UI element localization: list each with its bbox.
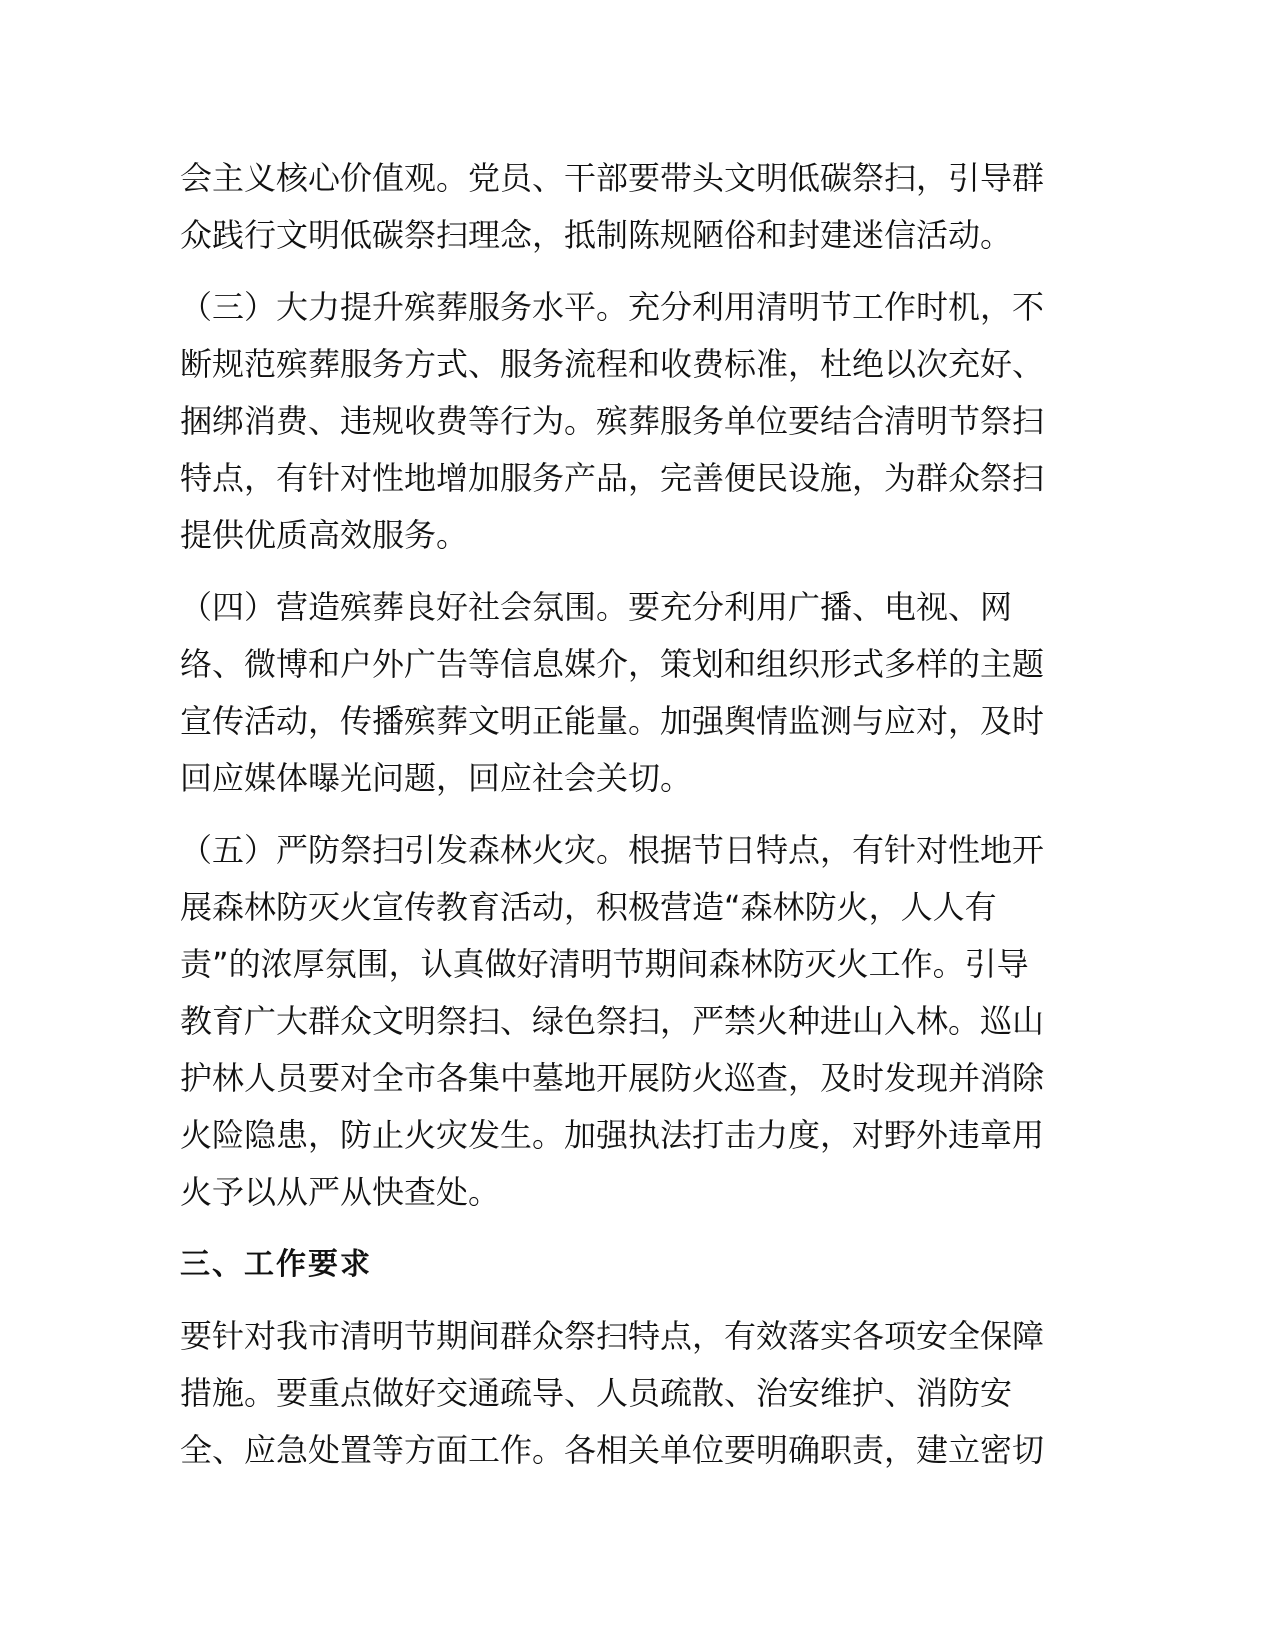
text-line: 断规范殡葬服务方式、服务流程和收费标准，杜绝以次充好、 [180, 345, 1045, 383]
text-line: 会主义核心价值观。党员、干部要带头文明低碳祭扫，引导群 [180, 159, 1045, 197]
text-line: （四）营造殡葬良好社会氛围。要充分利用广播、电视、网 [180, 588, 1013, 626]
text-line: 捆绑消费、违规收费等行为。殡葬服务单位要结合清明节祭扫 [180, 402, 1045, 440]
text-line: 众践行文明低碳祭扫理念，抵制陈规陋俗和封建迷信活动。 [180, 216, 1013, 254]
paragraph-section-three-funeral-service [180, 279, 1045, 564]
section-heading-work-requirements: 三、工作要求 [180, 1247, 372, 1282]
text-line: （三）大力提升殡葬服务水平。充分利用清明节工作时机，不 [180, 288, 1045, 326]
text-line: 护林人员要对全市各集中墓地开展防火巡查，及时发现并消除 [180, 1059, 1045, 1097]
paragraph-work-requirements [180, 1308, 1045, 1479]
text-line: 络、微博和户外广告等信息媒介，策划和组织形式多样的主题 [180, 645, 1045, 683]
text-line: （五）严防祭扫引发森林火灾。根据节日特点，有针对性地开 [180, 831, 1045, 869]
text-line: 火予以从严从快查处。 [180, 1173, 501, 1211]
text-line: 回应媒体曝光问题，回应社会关切。 [180, 759, 693, 797]
text-line: 要针对我市清明节期间群众祭扫特点，有效落实各项安全保障 [180, 1317, 1045, 1355]
text-line: 宣传活动，传播殡葬文明正能量。加强舆情监测与应对，及时 [180, 702, 1045, 740]
text-line: 特点，有针对性地增加服务产品，完善便民设施，为群众祭扫 [180, 459, 1045, 497]
paragraph-core-values [180, 150, 1045, 264]
paragraph-section-four-social-atmosphere [180, 579, 1045, 807]
text-line: 责”的浓厚氛围，认真做好清明节期间森林防灭火工作。引导 [180, 945, 1029, 983]
paragraph-section-five-forest-fire [180, 822, 1045, 1221]
text-line: 展森林防灭火宣传教育活动，积极营造“森林防火，人人有 [180, 888, 997, 926]
document-body [180, 150, 1045, 1494]
text-line: 提供优质高效服务。 [180, 516, 469, 554]
text-line: 火险隐患，防止火灾发生。加强执法打击力度，对野外违章用 [180, 1116, 1045, 1154]
text-line: 教育广大群众文明祭扫、绿色祭扫，严禁火种进山入林。巡山 [180, 1002, 1045, 1040]
text-line: 措施。要重点做好交通疏导、人员疏散、治安维护、消防安 [180, 1374, 1013, 1412]
text-line: 全、应急处置等方面工作。各相关单位要明确职责，建立密切 [180, 1431, 1045, 1469]
